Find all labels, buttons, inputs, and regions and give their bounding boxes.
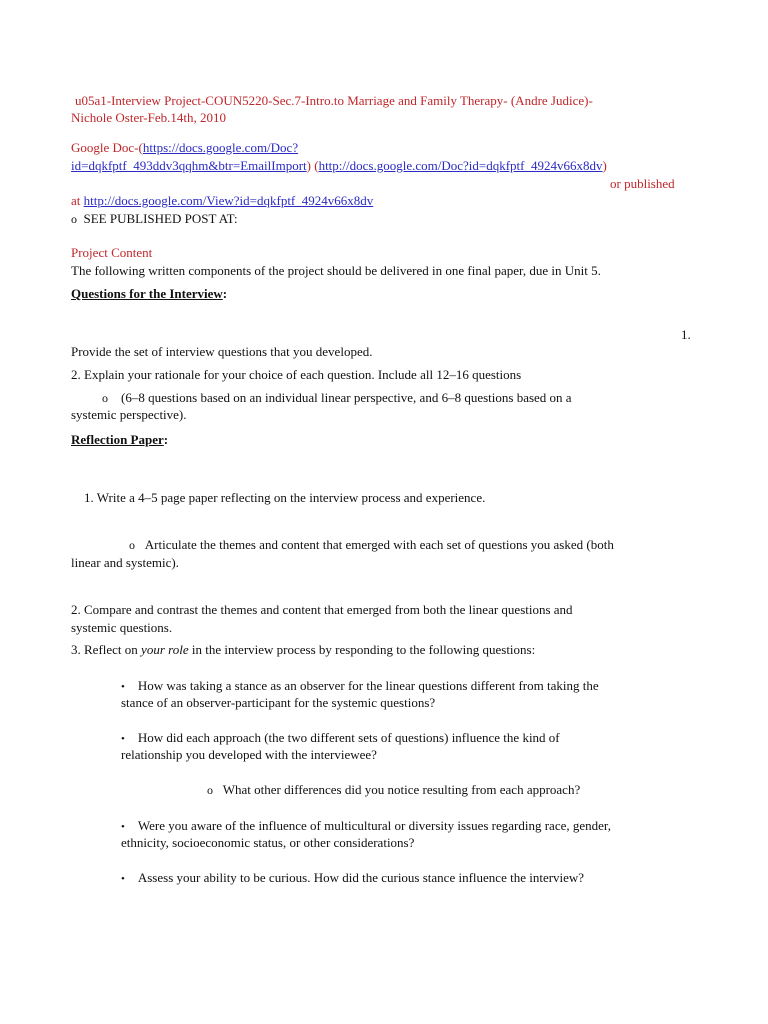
reflection-item2-line1: 2. Compare and contrast the themes and content that emerged from both the linear questions and — [71, 602, 573, 617]
google-doc-middle: ) ( — [306, 158, 319, 173]
bullet2-text: How did each approach (the two different sets of questions) influence the kind of — [137, 730, 560, 745]
bullet2-sub — [207, 781, 580, 799]
see-published-text: SEE PUBLISHED POST AT: — [83, 211, 238, 226]
see-published-line — [71, 210, 238, 228]
item2-sub-line1 — [102, 389, 572, 407]
item2-sub-text: (6–8 questions based on an individual linear perspective, and 6–8 questions based on a — [121, 390, 572, 405]
reflection-heading-colon: : — [163, 432, 169, 447]
bullet4-line — [121, 869, 584, 888]
item1-number: 1. — [681, 327, 691, 342]
questions-heading-text: Questions for the Interview — [71, 286, 223, 301]
reflection-item3 — [71, 641, 535, 658]
google-doc-line1 — [71, 139, 298, 156]
reflection-heading-text: Reflection Paper — [71, 432, 164, 447]
bullet3-marker: • — [121, 821, 125, 833]
bullet2-sub-text: What other differences did you notice resulting from each approach? — [222, 782, 581, 797]
questions-heading — [71, 285, 227, 302]
reflection-item3-italic: your role — [141, 642, 189, 657]
item1-text: Provide the set of interview questions that you developed. — [71, 344, 373, 359]
bullet2-sub-marker: o — [207, 783, 213, 797]
bullet3-line2: ethnicity, socioeconomic status, or other considerations? — [121, 835, 415, 850]
reflection-item1-sub-line1 — [129, 536, 614, 554]
item2-text: 2. Explain your rationale for your choice of each question. Include all 12–16 questions — [71, 367, 522, 382]
bullet1-text: How was taking a stance as an observer for the linear questions different from taking the — [137, 678, 599, 693]
item2-sub-marker: o — [102, 391, 108, 405]
bullet2-line2: relationship you developed with the interviewee? — [121, 747, 377, 762]
bullet1-marker: • — [121, 681, 125, 693]
published-at-label: at — [71, 193, 81, 208]
questions-heading-colon: : — [222, 286, 228, 301]
bullet4-marker: • — [121, 873, 125, 885]
published-line — [71, 192, 373, 209]
document-title-line1: u05a1-Interview Project-COUN5220-Sec.7-Intro.to Marriage and Family Therapy- (Andre Judice)- — [75, 93, 593, 108]
google-doc-close: ) — [602, 158, 607, 173]
reflection-item2-line2: systemic questions. — [71, 620, 173, 635]
or-published-label: or published — [610, 176, 675, 191]
bullet3-text: Were you aware of the influence of multicultural or diversity issues regarding race, gender, — [137, 818, 611, 833]
project-content-heading: Project Content — [71, 245, 153, 260]
google-doc-line2 — [71, 157, 607, 174]
reflection-item1-sub-marker: o — [129, 538, 135, 552]
reflection-item1-sub-text: Articulate the themes and content that emerged with each set of questions you asked (both — [144, 537, 614, 552]
reflection-item3-suffix: in the interview process by responding to the following questions: — [188, 642, 536, 657]
published-link[interactable]: http://docs.google.com/View?id=dqkfptf_4924v66x8dv — [83, 193, 374, 208]
google-doc-link1-part2[interactable]: id=dqkfptf_493ddv3qqhm&btr=EmailImport — [71, 158, 307, 173]
reflection-item1-sub-line2: linear and systemic). — [71, 555, 179, 570]
project-content-intro: The following written components of the project should be delivered in one final paper, due in Unit 5. — [71, 263, 601, 278]
bullet1-line2: stance of an observer-participant for the systemic questions? — [121, 695, 436, 710]
see-published-marker: o — [71, 212, 77, 226]
item2-sub-line2: systemic perspective). — [71, 407, 187, 422]
document-title-line2: Nichole Oster-Feb.14th, 2010 — [71, 110, 226, 125]
bullet4-text: Assess your ability to be curious. How did the curious stance influence the interview? — [137, 870, 585, 885]
reflection-item3-prefix: 3. Reflect on — [71, 642, 142, 657]
bullet2-marker: • — [121, 733, 125, 745]
google-doc-link2[interactable]: http://docs.google.com/Doc?id=dqkfptf_4924v66x8dv — [318, 158, 603, 173]
google-doc-link1-part1[interactable]: https://docs.google.com/Doc? — [142, 140, 299, 155]
reflection-item1: 1. Write a 4–5 page paper reflecting on the interview process and experience. — [84, 490, 486, 505]
reflection-heading — [71, 431, 168, 448]
google-doc-prefix: Google Doc-( — [71, 140, 143, 155]
